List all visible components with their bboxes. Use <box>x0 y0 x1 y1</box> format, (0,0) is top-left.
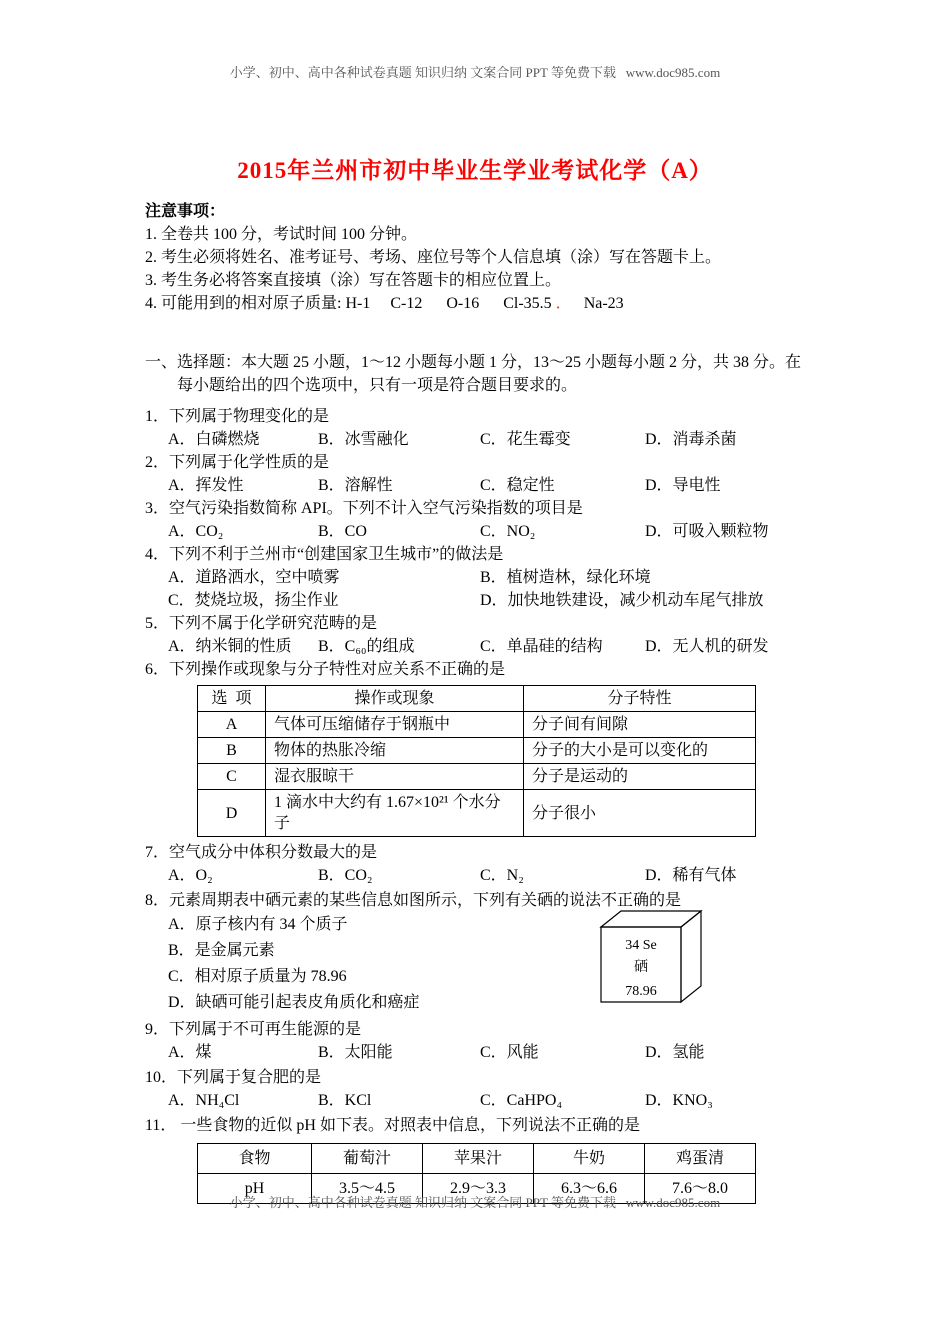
table-row <box>198 738 756 764</box>
q3-options <box>145 520 817 543</box>
q9-options <box>145 1041 817 1064</box>
atomic-mass-text: 4. 可能用到的相对原子质量: H-1 C-12 O-16 Cl-35.5 <box>145 295 556 312</box>
header-cell: 分子特性 <box>524 686 756 712</box>
option-c: C．CaHPO₄ <box>480 1092 563 1109</box>
exam-content <box>145 200 817 1206</box>
q3-stem: 3．空气污染指数简称 API。下列不计入空气污染指数的项目是 <box>145 500 583 517</box>
q10-options <box>145 1089 817 1112</box>
q1-stem: 1．下列属于物理变化的是 <box>145 408 330 425</box>
option-d: D．无人机的研发 <box>645 638 769 655</box>
q1-options <box>145 428 817 451</box>
question-1 <box>145 405 817 451</box>
q11-stem: 11． 一些食物的近似 pH 如下表。对照表中信息，下列说法不正确的是 <box>145 1117 640 1134</box>
option-a: A．O₂ <box>168 867 213 884</box>
cell: 分子间有间隙 <box>524 712 756 738</box>
question-11 <box>145 1114 817 1204</box>
option-b: B．冰雪融化 <box>318 431 409 448</box>
section-heading-line2: 每小题给出的四个选项中，只有一项是符合题目要求的。 <box>177 377 578 394</box>
cell: 食物 <box>198 1144 312 1174</box>
cell: C <box>198 764 266 790</box>
table-header-row <box>198 686 756 712</box>
cell: 6.3～6.6 <box>534 1174 645 1204</box>
option-d: D．加快地铁建设，减少机动车尾气排放 <box>480 592 764 609</box>
option-a: A．CO₂ <box>168 523 224 540</box>
option-c: C．NO₂ <box>480 523 536 540</box>
cell: 气体可压缩储存于钢瓶中 <box>266 712 524 738</box>
option-a: A．纳米铜的性质 <box>168 638 292 655</box>
option-d: D．缺硒可能引起表皮角质化和癌症 <box>168 994 420 1011</box>
section-heading-line1: 一、选择题：本大题 25 小题，1～12 小题每小题 1 分，13～25 小题每小题 2 分，共 38 分。在 <box>145 354 802 371</box>
q4-options-row2 <box>145 589 817 612</box>
q5-options <box>145 635 817 658</box>
header-cell: 操作或现象 <box>266 686 524 712</box>
table-row-food <box>198 1144 756 1174</box>
option-d: D．KNO₃ <box>645 1092 713 1109</box>
option-c: C．相对原子质量为 78.96 <box>168 968 347 985</box>
cell: 牛奶 <box>534 1144 645 1174</box>
cell: D <box>198 790 266 837</box>
option-c: C．稳定性 <box>480 477 555 494</box>
option-b: B．植树造林，绿化环境 <box>480 569 651 586</box>
notice-item-4 <box>145 292 817 315</box>
q6-table <box>197 685 756 837</box>
q5-stem: 5．下列不属于化学研究范畴的是 <box>145 615 378 632</box>
notice-item-1: 1. 全卷共 100 分，考试时间 100 分钟。 <box>145 226 418 243</box>
cell: 1 滴水中大约有 1.67×10²¹ 个水分子 <box>266 790 524 837</box>
q8-stem: 8．元素周期表中硒元素的某些信息如图所示，下列有关硒的说法不正确的是 <box>145 892 682 909</box>
cell: 分子是运动的 <box>524 764 756 790</box>
q4-stem: 4．下列不利于兰州市“创建国家卫生城市”的做法是 <box>145 546 504 563</box>
option-a: A．挥发性 <box>168 477 244 494</box>
site-footer-text: 小学、初中、高中各种试卷真题 知识归纳 文案合同 PPT 等免费下载 www.doc985.com <box>229 1195 721 1210</box>
question-3 <box>145 497 817 543</box>
option-a: A．NH₄Cl <box>168 1092 240 1109</box>
option-b: B．CO₂ <box>318 867 373 884</box>
notice-item-2: 2. 考生必须将姓名、准考证号、考场、座位号等个人信息填（涂）写在答题卡上。 <box>145 249 722 266</box>
option-a: A．白磷燃烧 <box>168 431 260 448</box>
cell: A <box>198 712 266 738</box>
notice-item-3: 3. 考生务必将答案直接填（涂）写在答题卡的相应位置上。 <box>145 272 562 289</box>
cell: 分子的大小是可以变化的 <box>524 738 756 764</box>
option-d: D．消毒杀菌 <box>645 431 737 448</box>
q10-stem: 10．下列属于复合肥的是 <box>145 1069 322 1086</box>
question-2 <box>145 451 817 497</box>
question-6 <box>145 658 817 837</box>
cell: pH <box>198 1174 312 1204</box>
spacer <box>145 315 817 351</box>
cell: 鸡蛋清 <box>645 1144 756 1174</box>
q4-options-row1 <box>145 566 817 589</box>
q2-options <box>145 474 817 497</box>
q7-stem: 7．空气成分中体积分数最大的是 <box>145 844 378 861</box>
q6-stem: 6．下列操作或现象与分子特性对应关系不正确的是 <box>145 661 506 678</box>
question-7 <box>145 841 817 887</box>
cell: B <box>198 738 266 764</box>
option-b: B．太阳能 <box>318 1044 393 1061</box>
option-c: C．风能 <box>480 1044 539 1061</box>
element-mass: 78.96 <box>625 984 657 999</box>
option-b: B．KCl <box>318 1092 372 1109</box>
option-d: D．导电性 <box>645 477 721 494</box>
option-b: B．是金属元素 <box>168 942 275 959</box>
cell: 2.9～3.3 <box>423 1174 534 1204</box>
q8-options <box>145 912 585 1016</box>
option-b: B．C₆₀的组成 <box>318 638 415 655</box>
site-header-text: 小学、初中、高中各种试卷真题 知识归纳 文案合同 PPT 等免费下载 www.doc985.com <box>229 65 721 80</box>
notice-heading: 注意事项： <box>145 203 226 220</box>
table-row <box>198 764 756 790</box>
option-c: C．花生霉变 <box>480 431 571 448</box>
element-number-symbol: 34 Se <box>625 938 657 953</box>
option-b: B．溶解性 <box>318 477 393 494</box>
red-dot: ． <box>555 295 572 312</box>
q2-stem: 2．下列属于化学性质的是 <box>145 454 330 471</box>
option-a: A．道路洒水，空中喷雾 <box>168 569 340 586</box>
selenium-element-box <box>595 905 705 1007</box>
question-8 <box>145 889 817 1016</box>
q9-stem: 9．下列属于不可再生能源的是 <box>145 1021 362 1038</box>
page-title: 2015年兰州市初中毕业生学业考试化学（A） <box>237 158 713 183</box>
option-b: B．CO <box>318 523 367 540</box>
cell: 物体的热胀冷缩 <box>266 738 524 764</box>
cell: 湿衣服晾干 <box>266 764 524 790</box>
option-c: C．单晶硅的结构 <box>480 638 603 655</box>
atomic-mass-na: Na-23 <box>571 295 624 312</box>
option-d: D．可吸入颗粒物 <box>645 523 769 540</box>
cell: 分子很小 <box>524 790 756 837</box>
cell: 3.5～4.5 <box>312 1174 423 1204</box>
option-d: D．稀有气体 <box>645 867 737 884</box>
option-a: A．原子核内有 34 个质子 <box>168 916 348 933</box>
cell: 葡萄汁 <box>312 1144 423 1174</box>
q7-options <box>145 864 817 887</box>
option-c: C．焚烧垃圾，扬尘作业 <box>168 592 339 609</box>
table-row <box>198 790 756 837</box>
element-name: 硒 <box>634 960 648 975</box>
question-9 <box>145 1018 817 1064</box>
table-row <box>198 712 756 738</box>
question-5 <box>145 612 817 658</box>
cell: 苹果汁 <box>423 1144 534 1174</box>
question-4 <box>145 543 817 612</box>
question-10 <box>145 1066 817 1112</box>
option-a: A．煤 <box>168 1044 212 1061</box>
option-d: D．氢能 <box>645 1044 705 1061</box>
option-c: C．N₂ <box>480 867 524 884</box>
header-cell: 选 项 <box>198 686 266 712</box>
cell: 7.6～8.0 <box>645 1174 756 1204</box>
